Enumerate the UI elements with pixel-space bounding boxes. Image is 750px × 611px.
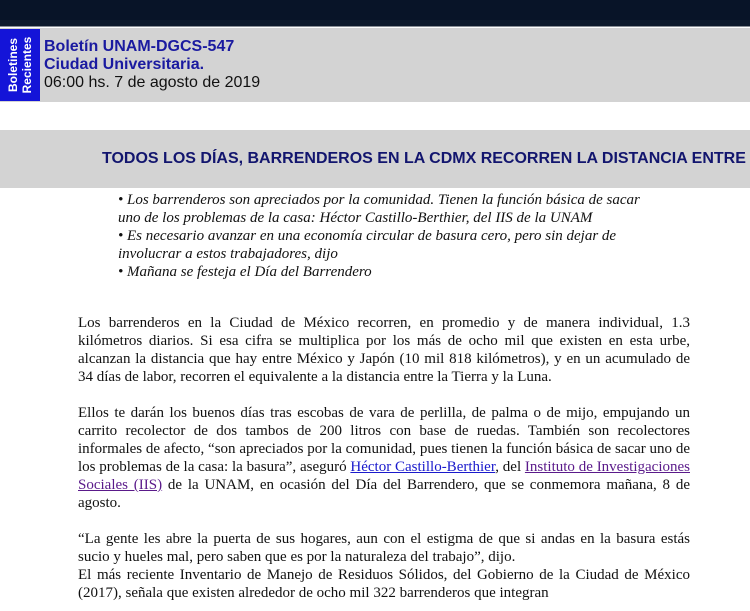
link-hector-castillo-berthier[interactable]: Héctor Castillo-Berthier bbox=[350, 459, 496, 475]
top-banner bbox=[0, 0, 750, 27]
recent-bulletins-label bbox=[0, 29, 40, 101]
link-instituto-investigaciones-sociales[interactable]: Instituto de Investigaciones Sociales (IIS) bbox=[78, 459, 690, 493]
bulletin-info bbox=[44, 38, 260, 92]
tab-line-2: Recientes bbox=[20, 36, 34, 94]
paragraph-2-text-b: , del bbox=[495, 459, 525, 475]
bulletin-id: Boletín UNAM-DGCS-547 bbox=[44, 38, 235, 55]
top-banner-inner bbox=[0, 0, 750, 20]
title-bar bbox=[0, 130, 750, 188]
paragraph-2-text-a: Ellos te darán los buenos días tras escobas de vara de perlilla, de palma o de mijo, empujando un carrito recolector de dos tambos de 200 litros con base de ruedas. También son recolectores informales de afecto, “son apreciados por la comunidad, pues tienen la función básica de sacar uno de los problemas de la casa: la basura”, aseguró bbox=[78, 405, 690, 475]
paragraph-4: El más reciente Inventario de Manejo de Residuos Sólidos, del Gobierno de la Ciudad de México (2017), señala que existen alrededor de ocho mil 322 barrenderos que integran bbox=[78, 567, 690, 601]
paragraph-3: “La gente les abre la puerta de sus hogares, aun con el estigma de que si andas en la basura estás sucio y hueles mal, pero saben que es por la naturaleza del trabajo”, dijo. bbox=[78, 531, 690, 565]
bullet-item: • Los barrenderos son apreciados por la comunidad. Tienen la función básica de sacar uno de los problemas de la casa: Héctor Castillo-Berthier, del IIS de la UNAM bbox=[118, 192, 640, 226]
bullet-item: • Es necesario avanzar en una economía circular de basura cero, pero sin dejar de involucrar a estos trabajadores, dijo bbox=[118, 228, 617, 262]
summary-bullets bbox=[118, 191, 653, 281]
bulletin-location: Ciudad Universitaria. bbox=[44, 56, 205, 73]
paragraph-2 bbox=[78, 404, 690, 512]
bullet-item: • Mañana se festeja el Día del Barrendero bbox=[118, 264, 372, 280]
paragraph-1: Los barrenderos en la Ciudad de México recorren, en promedio y de manera individual, 1.3 kilómetros diarios. Si esa cifra se multiplica por los más de ocho mil que existen en esta urbe, alcanzan la distancia que hay entre México y Japón (10 mil 818 kilómetros), y en un acumulado de 34 días de labor, recorren el equivalente a la distancia entre la Tierra y la Luna. bbox=[78, 315, 690, 385]
bulletin-datetime: 06:00 hs. 7 de agosto de 2019 bbox=[44, 74, 261, 91]
paragraph-2-text-c: de la UNAM, en ocasión del Día del Barrendero, que se conmemora mañana, 8 de agosto. bbox=[78, 477, 691, 511]
article-body bbox=[78, 314, 690, 602]
tab-line-1: Boletines bbox=[6, 38, 20, 93]
page-title: TODOS LOS DÍAS, BARRENDEROS EN LA CDMX RECORREN LA DISTANCIA ENTRE bbox=[102, 150, 746, 167]
recent-bulletins-tab[interactable] bbox=[0, 29, 40, 101]
